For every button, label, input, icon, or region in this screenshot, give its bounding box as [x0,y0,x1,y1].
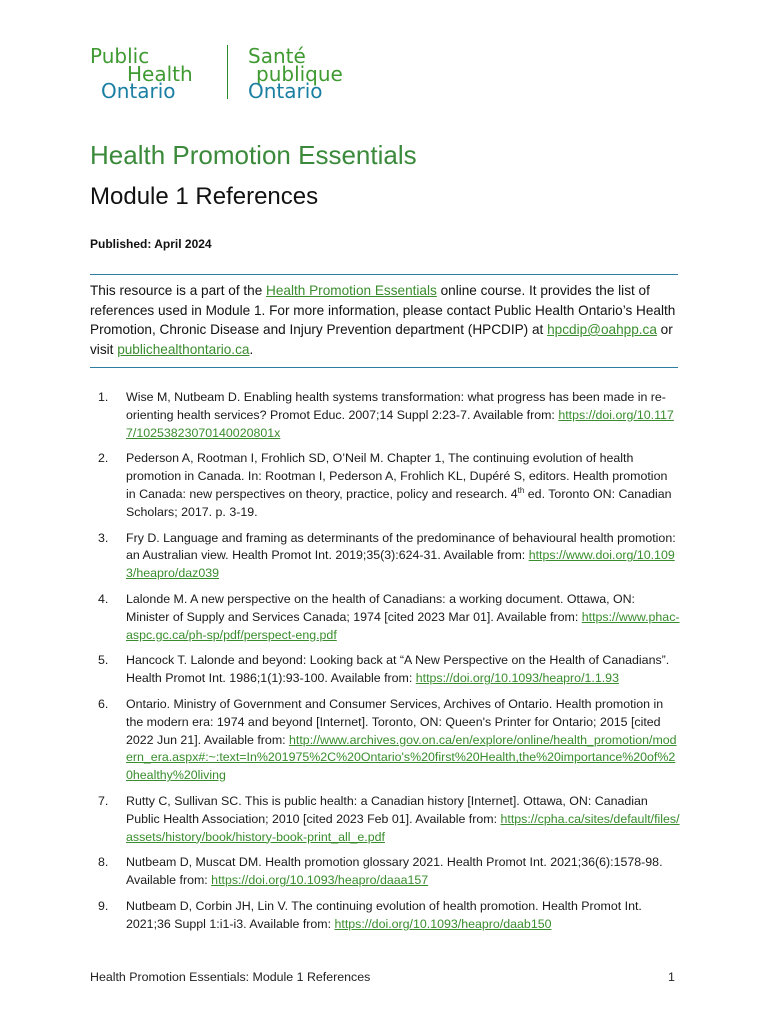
intro-text-1: This resource is a part of the [90,283,267,298]
reference-superscript: th [517,485,525,495]
reference-number: 8. [98,855,109,870]
reference-item [90,793,680,846]
reference-number: 6. [98,696,109,711]
reference-item [90,591,680,644]
reference-number: 1. [98,390,109,404]
reference-text: Pederson A, Rootman I, Frohlich SD, O’Neil M. Chapter 1, The continuing evolution of health promotion in Canada. In: Rootman I, Pederson A, Frohlich KL, Dupéré S, editors. Health promotion in Canada: new perspectives on theory, practice, policy and research. 4 [126,451,668,501]
reference-link[interactable]: https://cpha.ca/sites/default/files/assets/history/book/history-book-print_all_e.pdf [126,811,680,844]
reference-link[interactable]: https://www.doi.org/10.1093/heapro/daz039 [126,548,675,581]
published-date: Published: April 2024 [90,237,212,251]
reference-text: Nutbeam D, Muscat DM. Health promotion glossary 2021. Health Promot Int. 2021;36(6):1578-98. Available from: [126,855,663,888]
reference-link[interactable]: http://www.archives.gov.on.ca/en/explore/online/health_promotion/modern_era.aspx#:~:text=In%201975%2C%20Ontario's%20first%20Health,the%20importance%20of%20healthy%20living [126,732,677,783]
reference-item [90,530,680,583]
logo-divider [227,45,228,99]
reference-link[interactable]: https://doi.org/10.1093/heapro/1.1.93 [415,671,619,686]
reference-number: 9. [98,898,109,913]
reference-text: Rutty C, Sullivan SC. This is public health: a Canadian history [Internet]. Ottawa, ON: Canadian Public Health Association; 2010 [cited 2023 Feb 01]. Available from: [126,793,648,826]
reference-link[interactable]: https://doi.org/10.1177/10253823070140020801x [126,407,674,440]
intro-text-3: or visit [90,322,673,357]
document-title: Health Promotion Essentials [90,140,417,170]
reference-text: Ontario. Ministry of Government and Consumer Services, Archives of Ontario. Health promotion in the modern era: 1974 and beyond [Internet]. Toronto, ON: Queen's Printer for Ontario; 2015 [cited 2022 Jun 21]. Available from: [126,696,664,747]
reference-text-after: ed. Toronto ON: Canadian Scholars; 2017. p. 3-19. [126,486,672,519]
reference-item [90,898,680,934]
logo-fr-line1: Santé [248,44,306,68]
reference-number: 2. [98,451,109,466]
logo-fr-line3: Ontario [248,79,323,103]
reference-number: 7. [98,793,109,808]
intro-paragraph [90,281,678,359]
reference-item [90,389,680,442]
reference-text: Lalonde M. A new perspective on the health of Canadians: a working document. Ottawa, ON: Minister of Supply and Services Canada; 1974 [cited 2023 Mar 01]. Available from: [126,591,636,624]
divider-bottom [90,367,678,368]
intro-text-4: . [249,341,254,357]
reference-item [90,854,680,890]
reference-link[interactable]: https://doi.org/10.1093/heapro/daab150 [334,916,552,931]
reference-link[interactable]: https://www.phac-aspc.gc.ca/ph-sp/pdf/perspect-eng.pdf [126,609,680,642]
course-link[interactable]: Health Promotion Essentials [266,283,437,298]
reference-item [90,450,680,521]
reference-number: 4. [98,591,109,606]
logo-en-line3: Ontario [101,79,176,103]
reference-text: Wise M, Nutbeam D. Enabling health systems transformation: what progress has been made in re-orienting health services? Promot Educ. 2007;14 Suppl 2:23-7. Available from: [126,390,666,422]
logo-en-line1: Public [90,44,150,68]
reference-item [90,652,680,688]
intro-text-2: online course. It provides the list of references used in Module 1. For more information, please contact Public Health Ontario’s Health Promotion, Chronic Disease and Injury Prevention department (HPCDIP) at [90,283,676,337]
reference-text: Nutbeam D, Corbin JH, Lin V. The continuing evolution of health promotion. Health Promot Int. 2021;36 Suppl 1:i1-i3. Available from: [126,898,642,931]
reference-number: 5. [98,653,109,668]
reference-text: Hancock T. Lalonde and beyond: Looking back at “A New Perspective on the Health of Canadians”. Health Promot Int. 1986;1(1):93-100. Available from: [126,653,670,686]
logo-en-line2: Health [127,62,193,86]
divider-top [90,274,678,275]
website-link[interactable]: publichealthontario.ca [117,341,250,357]
reference-item [90,696,680,785]
footer-text: Health Promotion Essentials: Module 1 References [90,970,371,984]
reference-text: Fry D. Language and framing as determinants of the predominance of behavioural health promotion: an Australian view. Health Promot Int. 2019;35(3):624-31. Available from: [126,530,676,563]
reference-number: 3. [98,530,109,545]
page-number: 1 [668,970,675,984]
reference-link[interactable]: https://doi.org/10.1093/heapro/daaa157 [211,873,429,888]
reference-list [90,389,680,942]
document-subtitle: Module 1 References [90,183,319,210]
logo-fr-line2: publique [256,62,343,86]
email-link[interactable]: hpcdip@oahpp.ca [547,322,657,337]
